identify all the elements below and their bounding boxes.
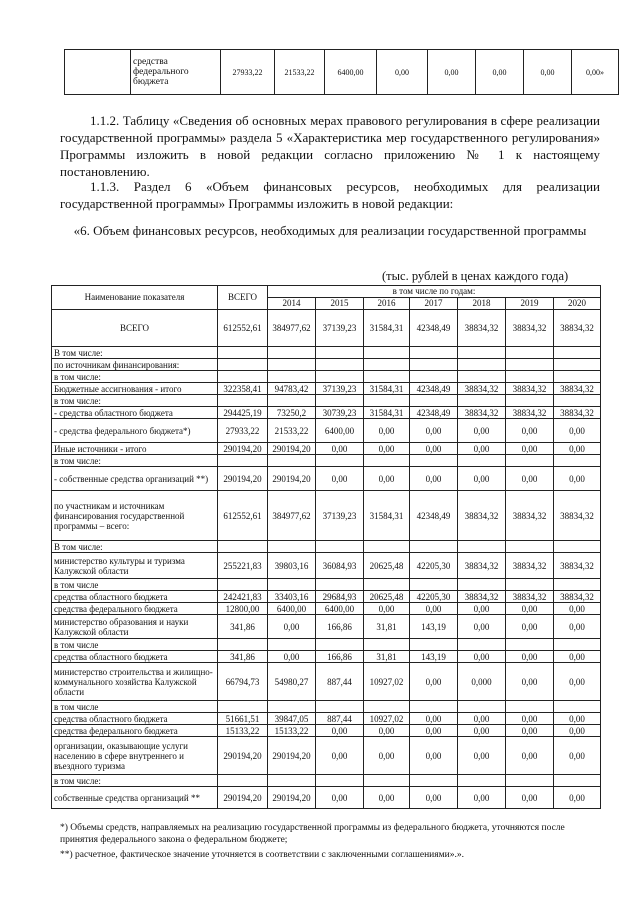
cell-value: 0,00 [458, 443, 506, 455]
cell-value: 290194,20 [268, 737, 316, 775]
cell-value: 38834,32 [458, 491, 506, 541]
cell-value [218, 701, 268, 713]
cell-value [268, 395, 316, 407]
cell-value: 30739,23 [316, 407, 364, 419]
cell-value: 31,81 [364, 651, 410, 663]
footnotes [60, 822, 600, 861]
cell-value: 255221,83 [218, 553, 268, 579]
table-row [52, 787, 601, 809]
cell-value: 143,19 [410, 651, 458, 663]
cell-value: 612552,61 [218, 310, 268, 347]
cell-value: 0,00 [554, 787, 601, 809]
cell-value: 10927,02 [364, 713, 410, 725]
table-row [52, 395, 601, 407]
cell-value: 38834,32 [458, 407, 506, 419]
cell-value [316, 639, 364, 651]
cell-value [506, 347, 554, 359]
cell-value: 0,00 [410, 663, 458, 701]
year-header: 2020 [554, 298, 601, 310]
cell-value: 294425,19 [218, 407, 268, 419]
cell-value: 0,00 [268, 615, 316, 639]
cell-value: 38834,32 [458, 591, 506, 603]
cell-value [458, 541, 506, 553]
cell-value: 20625,48 [364, 591, 410, 603]
cell-value: 143,19 [410, 615, 458, 639]
table-row [52, 347, 601, 359]
cell-value [506, 395, 554, 407]
table-row [52, 383, 601, 395]
table-row [52, 407, 601, 419]
cell-value [364, 371, 410, 383]
cell-value [506, 359, 554, 371]
cell-value: 0,00 [506, 467, 554, 491]
table-row [52, 725, 601, 737]
cell-value [410, 639, 458, 651]
cell-value [410, 701, 458, 713]
cell-value [554, 701, 601, 713]
paragraph-1-1-2: 1.1.2. Таблицу «Сведения об основных мерах правового регулирования в сфере реализации государственной программы» раздела 5 «Характеристика мер государственного регулирования» Программы изложить в новой редакции согласно приложению № 1 к настоящему постановлению. [60, 113, 600, 179]
table-row [52, 775, 601, 787]
paragraph-1-1-3: 1.1.3. Раздел 6 «Объем финансовых ресурсов, необходимых для реализации государственной программы» Программы изложить в новой редакции: [60, 179, 600, 211]
row-label: министерство культуры и туризма Калужской области [52, 553, 218, 579]
cell-value: 38834,32 [554, 407, 601, 419]
row-label: в том числе [52, 701, 218, 713]
cell-value: 612552,61 [218, 491, 268, 541]
cell-value: 37139,23 [316, 383, 364, 395]
table-row [52, 603, 601, 615]
cell-value [364, 541, 410, 553]
cell-value [554, 395, 601, 407]
cell-value [554, 347, 601, 359]
table-row [52, 455, 601, 467]
cell-value: 290194,20 [218, 787, 268, 809]
cell-value: 39847,05 [268, 713, 316, 725]
table-row [52, 467, 601, 491]
cell-value: 0,00 [506, 603, 554, 615]
cell-value: 0,00 [554, 467, 601, 491]
cell-value: 36084,93 [316, 553, 364, 579]
cell-value [554, 371, 601, 383]
table-row [52, 663, 601, 701]
row-label: министерство строительства и жилищно-коммунального хозяйства Калужской области [52, 663, 218, 701]
cell-value: 0,00 [458, 787, 506, 809]
cell-value [316, 455, 364, 467]
cell-value: 0,00 [316, 443, 364, 455]
cell-value [364, 639, 410, 651]
cell-value: 166,86 [316, 615, 364, 639]
cell-value [218, 455, 268, 467]
table-body [52, 310, 601, 809]
cell-value [554, 541, 601, 553]
cell-value: 0,00 [506, 737, 554, 775]
footnote-1: *) Объемы средств, направляемых на реализацию государственной программы из федерального бюджета, уточняются после принятия федерального закона о федеральном бюджете; [60, 823, 565, 845]
cell-value [268, 371, 316, 383]
cell-value [506, 455, 554, 467]
cell-value: 384977,62 [268, 310, 316, 347]
cell-value: 0,00 [410, 467, 458, 491]
row-label: Бюджетные ассигнования - итого [52, 383, 218, 395]
cell-value: 0,00 [410, 443, 458, 455]
cell-value: 6400,00 [316, 419, 364, 443]
cell-value: 31584,31 [364, 491, 410, 541]
cell-value: 38834,32 [554, 491, 601, 541]
cell-value: 42348,49 [410, 310, 458, 347]
cell-value [410, 395, 458, 407]
cell-value: 0,00 [268, 651, 316, 663]
cell-value [316, 579, 364, 591]
cell-value [316, 395, 364, 407]
years-group-header: в том числе по годам: [268, 286, 601, 298]
cell-value [316, 347, 364, 359]
cell-value: 38834,32 [458, 310, 506, 347]
row-label: в том числе [52, 579, 218, 591]
cell-value [218, 347, 268, 359]
cell-value: 0,00 [364, 419, 410, 443]
cell-value: 166,86 [316, 651, 364, 663]
cell-value [364, 455, 410, 467]
cell-value: 12800,00 [218, 603, 268, 615]
cell-value: 0,00 [316, 725, 364, 737]
cell-value: 0,00 [506, 787, 554, 809]
cell-value [458, 395, 506, 407]
cell-value: 0,00 [458, 737, 506, 775]
cell-value [364, 579, 410, 591]
cell-value: 0,00 [410, 725, 458, 737]
col-total-header: ВСЕГО [218, 286, 268, 310]
cell-value [410, 455, 458, 467]
table-row [52, 713, 601, 725]
table-row [52, 615, 601, 639]
cell-value [268, 541, 316, 553]
top-table [64, 49, 619, 95]
table-row [52, 737, 601, 775]
cell-value: 0,00 [410, 603, 458, 615]
cell-value: 0,00 [506, 419, 554, 443]
cell-value: 0,00 [554, 603, 601, 615]
cell-value: 0,00 [506, 663, 554, 701]
cell-value [554, 579, 601, 591]
table-row [52, 579, 601, 591]
table-row [52, 553, 601, 579]
cell-value [218, 775, 268, 787]
cell-value: 0,00 [506, 443, 554, 455]
cell-value [410, 541, 458, 553]
cell-value [364, 347, 410, 359]
row-label: В том числе: [52, 541, 218, 553]
row-label: организации, оказывающие услуги населению в сфере внутреннего и въездного туризма [52, 737, 218, 775]
year-header: 2017 [410, 298, 458, 310]
cell-value: 27933,22 [218, 419, 268, 443]
cell-value: 42348,49 [410, 491, 458, 541]
top-table-row: средства федерального бюджета 27933,22 21533,22 6400,00 0,00 0,00 0,00 0,00 0,00» [65, 50, 619, 95]
cell-value [458, 579, 506, 591]
row-label: - средства областного бюджета [52, 407, 218, 419]
cell-value: 0,00 [506, 651, 554, 663]
cell-value: 0,00 [458, 725, 506, 737]
table-row [52, 591, 601, 603]
cell-value: 94783,42 [268, 383, 316, 395]
top-row-label: средства федерального бюджета [131, 50, 221, 95]
table-row [52, 491, 601, 541]
cell-value: 38834,32 [506, 407, 554, 419]
row-label: - средства федерального бюджета*) [52, 419, 218, 443]
cell-value: 290194,20 [268, 443, 316, 455]
cell-value: 0,00 [364, 443, 410, 455]
cell-value: 341,86 [218, 651, 268, 663]
units-note: (тыс. рублей в ценах каждого года) [382, 269, 569, 283]
year-header: 2014 [268, 298, 316, 310]
cell-value: 0,00 [458, 615, 506, 639]
cell-value: 38834,32 [554, 591, 601, 603]
cell-value: 38834,32 [458, 553, 506, 579]
cell-value: 38834,32 [506, 553, 554, 579]
header-row [52, 286, 601, 298]
cell-value [458, 701, 506, 713]
row-label: в том числе [52, 639, 218, 651]
cell-value [364, 395, 410, 407]
cell-value [316, 701, 364, 713]
cell-value: 51661,51 [218, 713, 268, 725]
cell-value: 42205,30 [410, 591, 458, 603]
cell-value: 887,44 [316, 713, 364, 725]
cell-value: 6400,00 [316, 603, 364, 615]
cell-value [506, 701, 554, 713]
cell-value [410, 579, 458, 591]
cell-value: 15133,22 [218, 725, 268, 737]
table-row [52, 639, 601, 651]
cell-value: 29684,93 [316, 591, 364, 603]
cell-value: 887,44 [316, 663, 364, 701]
row-label: в том числе: [52, 371, 218, 383]
cell-value [506, 775, 554, 787]
year-header: 2015 [316, 298, 364, 310]
cell-value [410, 775, 458, 787]
footnote-2: **) расчетное, фактическое значение уточняется в соответствии с заключенными соглашениями».». [60, 850, 464, 860]
cell-value: 0,00 [554, 663, 601, 701]
cell-value [506, 579, 554, 591]
cell-value: 0,00 [458, 419, 506, 443]
row-label: по источникам финансирования: [52, 359, 218, 371]
table-row [52, 359, 601, 371]
row-label: в том числе: [52, 395, 218, 407]
cell-value: 0,00 [554, 713, 601, 725]
row-label: Иные источники - итого [52, 443, 218, 455]
cell-value [316, 775, 364, 787]
cell-value: 0,00 [458, 713, 506, 725]
section-heading: «6. Объем финансовых ресурсов, необходимых для реализации государственной программы [73, 223, 587, 238]
cell-value: 31584,31 [364, 383, 410, 395]
cell-value: 38834,32 [554, 553, 601, 579]
row-label: средства федерального бюджета [52, 725, 218, 737]
year-header: 2019 [506, 298, 554, 310]
cell-value: 341,86 [218, 615, 268, 639]
cell-value: 42205,30 [410, 553, 458, 579]
cell-value: 0,00 [554, 419, 601, 443]
cell-value: 0,00 [410, 737, 458, 775]
cell-value: 0,00 [316, 787, 364, 809]
cell-value [218, 639, 268, 651]
cell-value: 0,00 [458, 651, 506, 663]
cell-value: 0,00 [554, 443, 601, 455]
year-header: 2018 [458, 298, 506, 310]
cell-value [458, 371, 506, 383]
cell-value [268, 579, 316, 591]
table-row [52, 541, 601, 553]
cell-value [458, 455, 506, 467]
table-row [52, 371, 601, 383]
cell-value [458, 775, 506, 787]
cell-value [364, 701, 410, 713]
table-row [52, 419, 601, 443]
cell-value: 0,00 [410, 713, 458, 725]
cell-value: 37139,23 [316, 310, 364, 347]
col-name-header: Наименование показателя [52, 286, 218, 310]
cell-value [554, 455, 601, 467]
cell-value: 0,00 [554, 725, 601, 737]
cell-value [506, 541, 554, 553]
cell-value: 38834,32 [506, 310, 554, 347]
cell-value: 6400,00 [268, 603, 316, 615]
cell-value [268, 775, 316, 787]
cell-value [506, 371, 554, 383]
cell-value [410, 359, 458, 371]
cell-value: 42348,49 [410, 383, 458, 395]
cell-value [268, 359, 316, 371]
cell-value: 0,00 [364, 787, 410, 809]
cell-value: 31584,31 [364, 310, 410, 347]
row-label: средства областного бюджета [52, 651, 218, 663]
cell-value: 38834,32 [506, 383, 554, 395]
cell-value: 0,00 [554, 615, 601, 639]
cell-value [364, 775, 410, 787]
cell-value [458, 639, 506, 651]
cell-value [218, 541, 268, 553]
cell-value: 0,00 [316, 467, 364, 491]
cell-value: 0,000 [458, 663, 506, 701]
cell-value: 38834,32 [506, 591, 554, 603]
cell-value: 290194,20 [218, 737, 268, 775]
cell-value: 242421,83 [218, 591, 268, 603]
cell-value [316, 371, 364, 383]
row-label: по участникам и источникам финансирования государственной программы – всего: [52, 491, 218, 541]
cell-value: 0,00 [316, 737, 364, 775]
cell-value: 38834,32 [506, 491, 554, 541]
table-row [52, 443, 601, 455]
cell-value: 0,00 [506, 713, 554, 725]
year-header: 2016 [364, 298, 410, 310]
cell-value [554, 775, 601, 787]
cell-value: 73250,2 [268, 407, 316, 419]
row-label: - собственные средства организаций **) [52, 467, 218, 491]
cell-value: 20625,48 [364, 553, 410, 579]
table-row [52, 651, 601, 663]
cell-value: 37139,23 [316, 491, 364, 541]
cell-value [218, 579, 268, 591]
cell-value: 290194,20 [268, 787, 316, 809]
cell-value [554, 359, 601, 371]
row-label: средства областного бюджета [52, 591, 218, 603]
cell-value: 33403,16 [268, 591, 316, 603]
cell-value [410, 347, 458, 359]
cell-value [316, 541, 364, 553]
cell-value: 0,00 [506, 725, 554, 737]
cell-value: 21533,22 [268, 419, 316, 443]
cell-value: 290194,20 [268, 467, 316, 491]
cell-value: 38834,32 [458, 383, 506, 395]
cell-value: 38834,32 [554, 383, 601, 395]
cell-value: 0,00 [410, 787, 458, 809]
cell-value: 384977,62 [268, 491, 316, 541]
table-row [52, 701, 601, 713]
cell-value: 15133,22 [268, 725, 316, 737]
row-label: средства областного бюджета [52, 713, 218, 725]
cell-value: 42348,49 [410, 407, 458, 419]
row-label: В том числе: [52, 347, 218, 359]
cell-value: 54980,27 [268, 663, 316, 701]
cell-value [268, 701, 316, 713]
table-row [52, 310, 601, 347]
cell-value: 0,00 [410, 419, 458, 443]
cell-value: 0,00 [506, 615, 554, 639]
cell-value: 66794,73 [218, 663, 268, 701]
cell-value [458, 359, 506, 371]
cell-value: 0,00 [364, 603, 410, 615]
cell-value [218, 359, 268, 371]
row-label: министерство образования и науки Калужской области [52, 615, 218, 639]
cell-value [268, 455, 316, 467]
cell-value [268, 639, 316, 651]
cell-value [364, 359, 410, 371]
cell-value: 10927,02 [364, 663, 410, 701]
row-label: в том числе: [52, 775, 218, 787]
row-label: средства федерального бюджета [52, 603, 218, 615]
cell-value: 38834,32 [554, 310, 601, 347]
cell-value [458, 347, 506, 359]
cell-value: 0,00 [458, 467, 506, 491]
cell-value: 0,00 [364, 467, 410, 491]
cell-value: 322358,41 [218, 383, 268, 395]
cell-value: 0,00 [554, 737, 601, 775]
cell-value: 39803,16 [268, 553, 316, 579]
cell-value: 0,00 [364, 725, 410, 737]
cell-value [268, 347, 316, 359]
cell-value: 0,00 [554, 651, 601, 663]
cell-value [316, 359, 364, 371]
row-label: собственные средства организаций ** [52, 787, 218, 809]
cell-value [218, 371, 268, 383]
cell-value: 31,81 [364, 615, 410, 639]
row-label: в том числе: [52, 455, 218, 467]
row-label: ВСЕГО [52, 310, 218, 347]
cell-value: 0,00 [364, 737, 410, 775]
cell-value [506, 639, 554, 651]
cell-value: 0,00 [458, 603, 506, 615]
cell-value: 290194,20 [218, 467, 268, 491]
financial-table [51, 285, 601, 809]
cell-value: 31584,31 [364, 407, 410, 419]
cell-value: 290194,20 [218, 443, 268, 455]
cell-value [554, 639, 601, 651]
cell-value [218, 395, 268, 407]
cell-value [410, 371, 458, 383]
